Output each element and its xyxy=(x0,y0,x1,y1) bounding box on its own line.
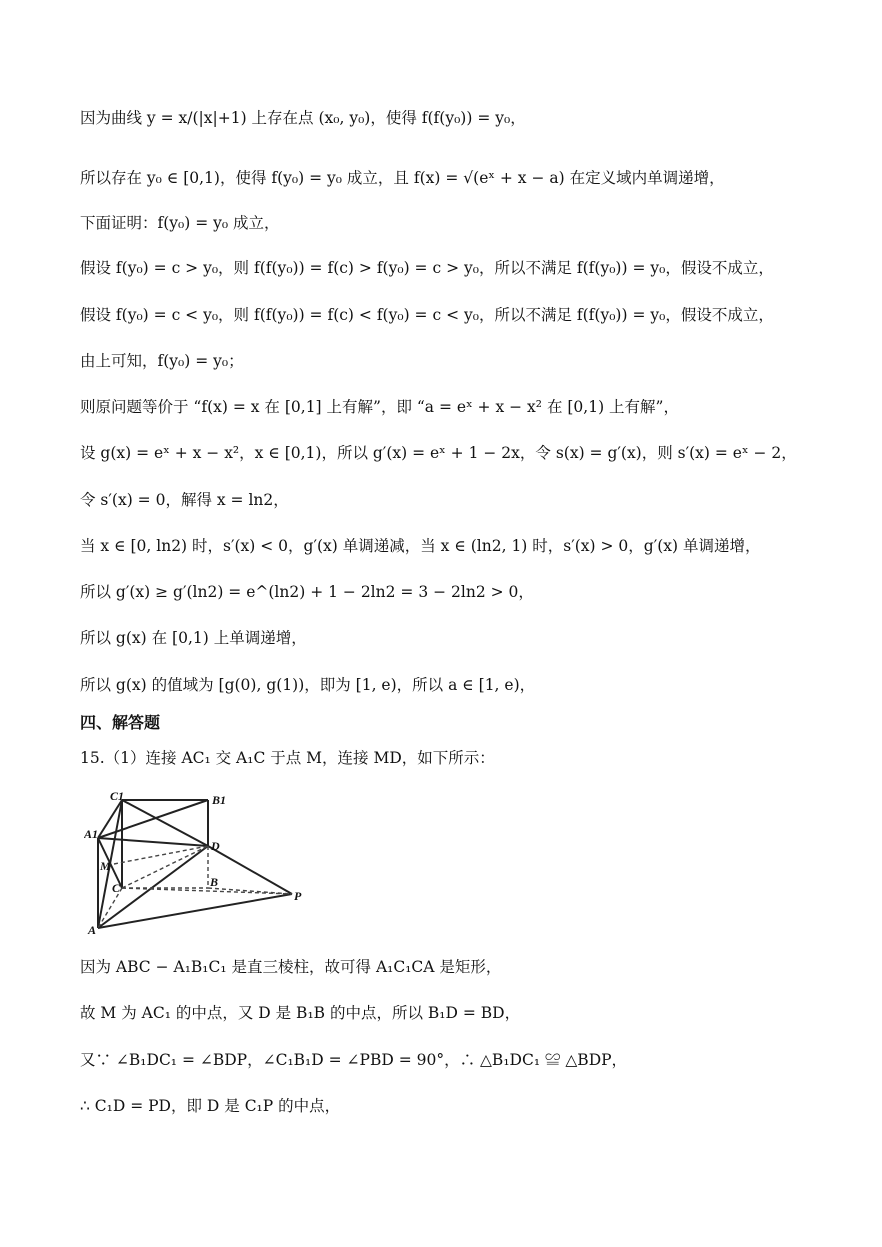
text-line-6: 由上可知，f(y₀) = y₀； xyxy=(80,352,244,370)
problem-line-3: 故 M 为 AC₁ 的中点，又 D 是 B₁B 的中点，所以 B₁D = BD， xyxy=(80,1004,521,1022)
text-line-4: 假设 f(y₀) = c > y₀，则 f(f(y₀)) = f(c) > f(y₀) = c > y₀，所以不满足 f(f(y₀)) = y₀，假设不成立， xyxy=(80,259,774,277)
text-line-11: 所以 g′(x) ≥ g′(ln2) = e^(ln2) + 1 − 2ln2 = 3 − 2ln2 > 0， xyxy=(80,583,534,601)
text-line-10: 当 x ∈ [0, ln2) 时，s′(x) < 0，g′(x) 单调递减，当 x ∈ (ln2, 1) 时，s′(x) > 0，g′(x) 单调递增， xyxy=(80,537,761,555)
label-C1: C1 xyxy=(110,789,125,803)
problem-line-2: 因为 ABC − A₁B₁C₁ 是直三棱柱，故可得 A₁C₁CA 是矩形， xyxy=(80,958,502,976)
text-line-1: 因为曲线 y = x/(|x|+1) 上存在点 (x₀, y₀)，使得 f(f(y₀)) = y₀， xyxy=(80,109,526,127)
label-C: C xyxy=(112,881,121,895)
section-heading: 四、解答题 xyxy=(80,713,161,732)
text-line-13: 所以 g(x) 的值域为 [g(0), g(1))，即为 [1, e)，所以 a ∈ [1, e)， xyxy=(80,676,536,694)
label-B1: B1 xyxy=(212,793,227,807)
problem-line-1: 15.（1）连接 AC₁ 交 A₁C 于点 M，连接 MD，如下所示： xyxy=(80,749,495,767)
label-P: P xyxy=(294,889,302,903)
label-A1: A1 xyxy=(84,827,99,841)
problem-line-4: 又∵ ∠B₁DC₁ = ∠BDP，∠C₁B₁D = ∠PBD = 90°，∴ △B₁DC₁ ≌ △BDP， xyxy=(80,1051,628,1069)
text-line-5: 假设 f(y₀) = c < y₀，则 f(f(y₀)) = f(c) < f(y₀) = c < y₀，所以不满足 f(f(y₀)) = y₀，假设不成立， xyxy=(80,306,774,324)
text-line-8: 设 g(x) = eˣ + x − x²，x ∈ [0,1)，所以 g′(x) = eˣ + 1 − 2x，令 s(x) = g′(x)，则 s′(x) = eˣ − 2， xyxy=(80,444,797,462)
text-line-12: 所以 g(x) 在 [0,1) 上单调递增， xyxy=(80,629,307,647)
problem-line-5: ∴ C₁D = PD，即 D 是 C₁P 的中点， xyxy=(80,1097,341,1115)
label-D: D xyxy=(211,839,220,853)
text-line-3: 下面证明：f(y₀) = y₀ 成立， xyxy=(80,214,280,232)
label-M: M xyxy=(100,859,111,873)
text-line-9: 令 s′(x) = 0，解得 x = ln2， xyxy=(80,491,289,509)
prism-diagram xyxy=(84,788,310,936)
text-line-7: 则原问题等价于 “f(x) = x 在 [0,1] 上有解”，即 “a = eˣ + x − x² 在 [0,1) 上有解”， xyxy=(80,398,679,416)
label-B: B xyxy=(210,875,219,889)
prism-figure xyxy=(84,788,310,936)
text-line-2: 所以存在 y₀ ∈ [0,1)，使得 f(y₀) = y₀ 成立，且 f(x) = √(eˣ + x − a) 在定义域内单调递增， xyxy=(80,169,725,187)
label-A: A xyxy=(88,923,97,936)
